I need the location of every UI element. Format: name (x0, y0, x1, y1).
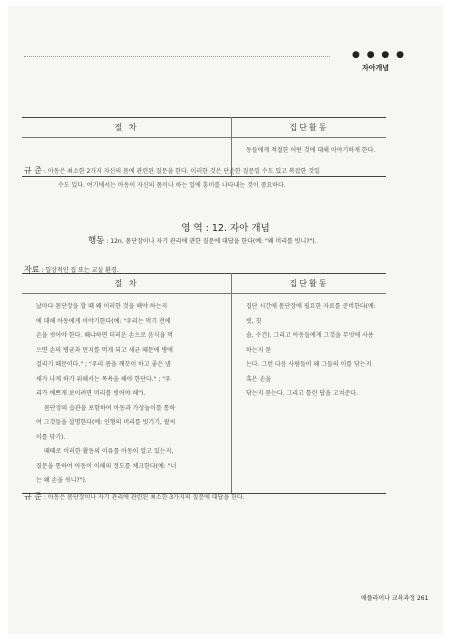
group-activity-line: 솔, 수건). 그리고 아동들에게 그것을 무엇에 사용하는지 묻 (246, 332, 374, 354)
table1-cell-right: 동들에게 적절한 어떤 것에 대해 이야기하게 한다. (232, 138, 387, 177)
procedure-line: 때때로 이러한 활동의 이유를 아동이 알고 있는지, (44, 448, 174, 455)
behavior-text: : 12n. 몸단장이나 자기 관리에 관한 질문에 대답을 한다(예: "왜 머리를 빗니?"). (106, 238, 317, 245)
procedure-line: 여 그것들을 설명한다(예: 인형의 머리를 빗기기, 팔씨 (36, 419, 176, 426)
criteria-2-text: : 아동은 몸단장이나 자기 관리에 관련된 최소한 3가지의 질문에 대답을 한다. (43, 494, 245, 501)
table1-header-left: 절 차 (22, 118, 232, 138)
behavior-label: 행동 (88, 236, 105, 246)
criteria-1-label: 규 준 (24, 166, 42, 175)
material-label: 자료 (24, 265, 40, 274)
material-text: : 일상적인 집 또는 교실 환경. (41, 267, 119, 274)
procedure-line: 날마다 몸단장을 할 때 왜 이러한 것을 해야 하는지 (36, 303, 168, 310)
header-dots: ● ● ● ● (352, 50, 406, 60)
procedure-line: 이를 닦기). (36, 433, 66, 441)
procedure-line: 리가 예쁘게 보이려면 머리를 빗어야 해"). (36, 390, 146, 397)
procedure-line: 손을 씻어야 한다. 왜냐하면 더러운 손으로 음식을 먹 (36, 332, 173, 339)
procedure-line: 새가 나게 하기 위해서는 목욕을 해야 한단다." ; "우 (36, 375, 171, 383)
behavior (88, 234, 317, 246)
criteria-1-line2: 수도 있다. 여기에서는 아동이 자신의 몸이나 하는 일에 흥미를 나타내는 것이 중요하다. (58, 182, 286, 189)
page-footer: 애플라이나 교육과정 261 (361, 595, 429, 602)
section-tag: 자아개념 (362, 64, 390, 72)
procedure-table-2 (22, 273, 386, 494)
criteria-2-label: 규 준 (24, 492, 42, 501)
table2-cell-right (232, 294, 387, 494)
group-activity-line: 집단 시간에 몸단장에 필요한 자료를 준비한다(예: 빗, 칫 (246, 303, 376, 325)
criteria-1-line1: : 아동은 최소한 2가지 자신의 몸에 관련된 질문을 한다. 이러한 것은 단순한 질문일 수도 있고 복잡한 것일 (43, 168, 320, 175)
table2-cell-left (22, 294, 232, 494)
procedure-line: 에 대해 아동에게 이야기한다(예: "우리는 먹기 전에 (36, 317, 171, 325)
table2-header-right: 집단활동 (232, 274, 387, 294)
procedure-line: 으면 손의 병균과 먼지를 먹게 되고 세균 때문에 병에 (36, 346, 173, 354)
criteria-1 (24, 164, 404, 193)
domain-title: 영 역 : 12. 자아 개념 (181, 223, 270, 234)
header-divider (24, 56, 330, 57)
group-activity-line: 는다. 그런 다음 사람들이 왜 그들의 이를 닦는지 혹은 손을 (246, 361, 372, 383)
procedure-line: 걸리기 때문이다." ; "우리 몸을 깨끗이 하고 좋은 냄 (36, 361, 171, 368)
procedure-line: 는 왜 손을 씻니?"). (36, 477, 87, 484)
table1-header-right: 집단활동 (232, 118, 387, 138)
group-activity-line: 닦는지 묻는다. 그리고 틀린 답을 고쳐준다. (246, 390, 358, 397)
procedure-line: 질문을 통하여 아동이 이해의 정도를 체크한다(예: "너 (36, 462, 177, 470)
procedure-line: 몸단장의 습관을 포함하여 아동과 가상놀이를 통하 (44, 404, 176, 412)
criteria-2 (24, 490, 404, 505)
table2-header-left: 절 차 (22, 274, 232, 294)
